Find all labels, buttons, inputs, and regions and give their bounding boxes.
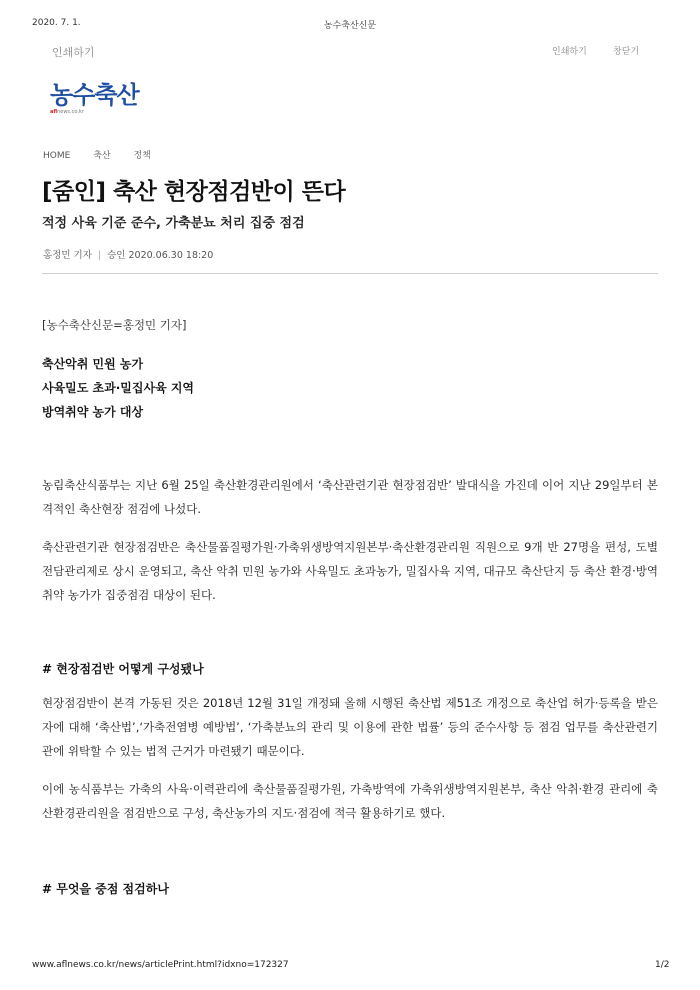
logo-subtext: aflnews.co.kr — [50, 109, 84, 115]
page-number: 1/2 — [655, 960, 670, 970]
author: 홍정민 기자 — [43, 250, 92, 261]
breadcrumb-policy[interactable]: 정책 — [133, 151, 151, 161]
paragraph: 현장점검반이 본격 가동된 것은 2018년 12월 31일 개정돼 올해 시행된 축산법 제51조 개정으로 축산업 허가·등록을 받은 자에 대해 ‘축산법’,‘가축전염병 예방법’, ‘가축분뇨의 관리 및 이용에 관한 법률’ 등의 준수사항 등 점검 업무를 축산관련기관에 위탁할 수 있는 법적 근거가 마련됐기 때문이다. — [42, 696, 658, 758]
reporter-line: [농수축산신문=홍정민 기자] — [42, 318, 187, 332]
highlight-item: 방역취약 농가 대상 — [42, 405, 144, 419]
breadcrumb-home[interactable]: HOME — [43, 151, 71, 161]
divider — [42, 273, 658, 274]
highlights — [42, 352, 194, 424]
byline-separator: | — [97, 250, 102, 261]
article-title: [줌인] 축산 현장점검반이 뜬다 — [42, 179, 346, 205]
site-logo[interactable] — [50, 82, 170, 122]
close-window-button[interactable]: 창닫기 — [613, 47, 640, 57]
page-url: www.aflnews.co.kr/news/articlePrint.html?idxno=172327 — [32, 960, 289, 970]
paragraph: 이에 농식품부는 가축의 사육·이력관리에 축산물품질평가원, 가축방역에 가축위생방역지원본부, 축산 악취·환경 관리에 축산환경관리원을 점검반으로 구성, 축산농가의 지도·점검에 적극 활용하기로 했다. — [42, 782, 658, 820]
article-subtitle: 적정 사육 기준 준수, 가축분뇨 처리 집중 점검 — [42, 216, 305, 231]
print-heading: 인쇄하기 — [52, 46, 95, 59]
breadcrumb-livestock[interactable]: 축산 — [93, 151, 111, 161]
breadcrumb — [43, 148, 171, 161]
paragraph: 축산관련기관 현장점검반은 축산물품질평가원·가축위생방역지원본부·축산환경관리원 직원으로 9개 반 27명을 편성, 도별 전담관리제로 상시 운영되고, 축산 악취 민원 농가와 사육밀도 초과농가, 밀집사육 지역, 대규모 축산단지 등 축산 환경·방역 취약 농가가 집중점검 대상이 된다. — [42, 540, 658, 602]
print-title: 농수축산신문 — [323, 21, 377, 31]
print-button[interactable]: 인쇄하기 — [552, 47, 587, 57]
logo-text: 농수축산 — [50, 81, 139, 109]
highlight-item: 축산악취 민원 농가 — [42, 357, 144, 371]
approved-date: 승인 2020.06.30 18:20 — [107, 250, 214, 261]
byline — [43, 247, 213, 261]
highlight-item: 사육밀도 초과·밀집사육 지역 — [42, 381, 195, 395]
print-header — [0, 0, 700, 40]
top-bar — [0, 42, 700, 64]
section-heading: # 무엇을 중점 점검하나 — [42, 882, 169, 896]
section-heading: # 현장점검반 어떻게 구성됐나 — [42, 662, 204, 676]
paragraph: 농림축산식품부는 지난 6월 25일 축산환경관리원에서 ‘축산관련기관 현장점검반’ 발대식을 가진데 이어 지난 29일부터 본격적인 축산현장 점검에 나섰다. — [42, 478, 658, 516]
print-date: 2020. 7. 1. — [32, 18, 81, 28]
